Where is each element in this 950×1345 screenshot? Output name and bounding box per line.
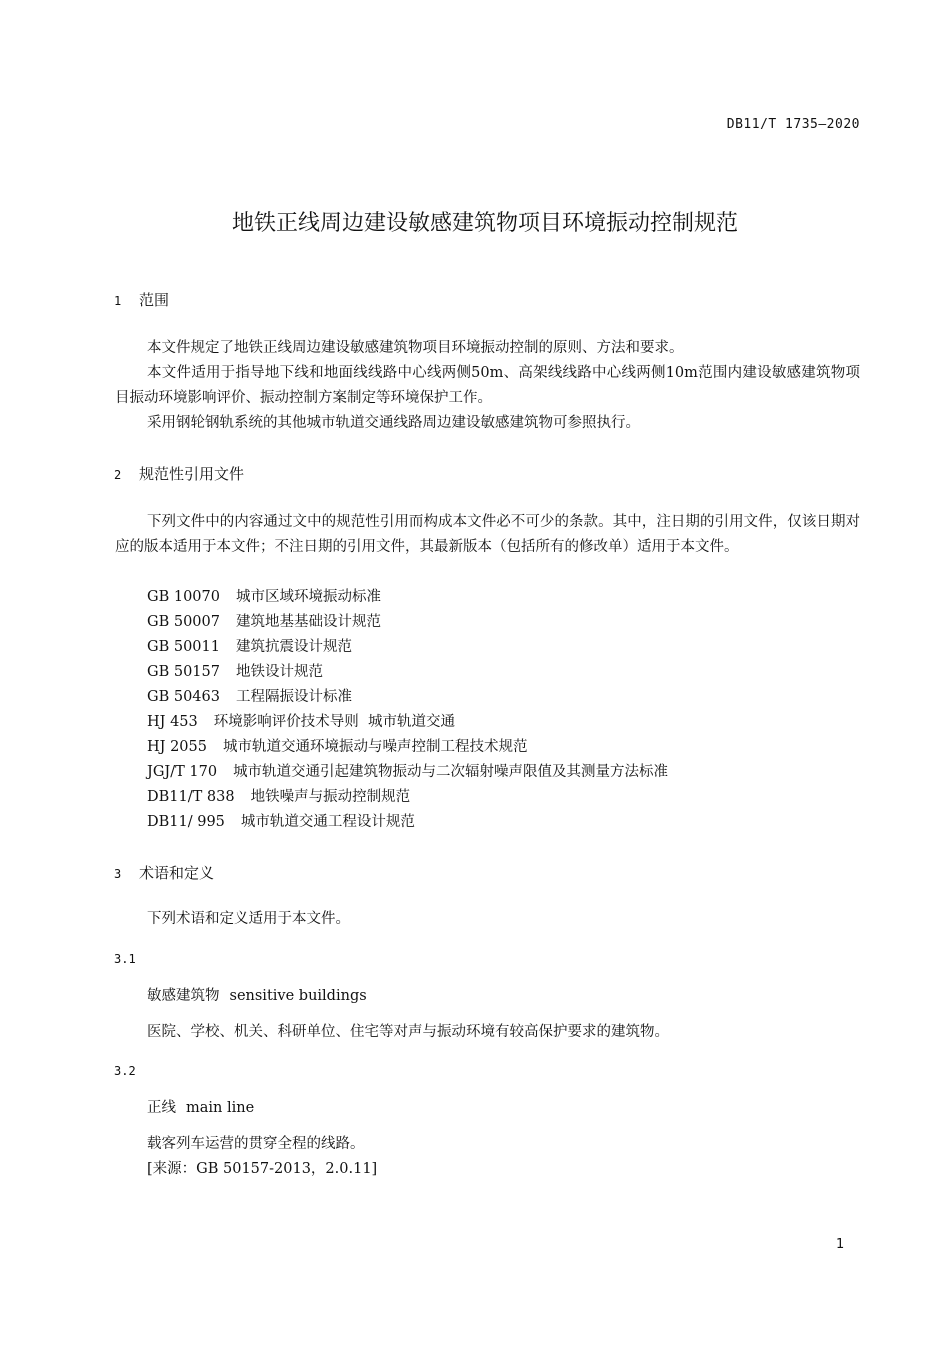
paragraph: 下列术语和定义适用于本文件。 [147,911,350,927]
reference-title: 城市轨道交通引起建筑物振动与二次辐射噪声限值及其测量方法标准 [233,764,669,780]
reference-code: DB11/ 995 [147,814,225,830]
section-title: 规范性引用文件 [139,465,245,483]
term-english: main line [186,1100,255,1116]
term-definition: 医院、学校、机关、科研单位、住宅等对声与振动环境有较高保护要求的建筑物。 [147,1024,669,1040]
term-definition: 载客列车运营的贯穿全程的线路。 [147,1136,365,1152]
paragraph: 下列文件中的内容通过文中的规范性引用而构成本文件必不可少的条款。其中，注日期的引用文件，仅该日期对应的版本适用于本文件；不注日期的引用文件，其最新版本（包括所有的修改单）适用于本文件。 [115,514,860,555]
reference-item [147,685,352,710]
reference-item [147,760,668,785]
section-heading-normative-references [114,463,244,484]
reference-code: HJ 2055 [147,739,207,755]
clause-number: 3.2 [114,1064,136,1078]
reference-title: 城市轨道交通环境振动与噪声控制工程技术规范 [222,739,528,755]
section-title: 范围 [139,291,170,309]
section-number: 3 [114,867,122,881]
section-number: 2 [114,468,122,482]
reference-code: GB 10070 [147,589,220,605]
term-source: [来源：GB 50157-2013，2.0.11] [147,1161,378,1177]
term-entry [147,1096,254,1121]
reference-title: 地铁噪声与振动控制规范 [250,789,411,805]
section-title: 术语和定义 [139,864,215,882]
reference-item [147,585,381,610]
reference-item [147,660,323,685]
paragraph: 本文件规定了地铁正线周边建设敏感建筑物项目环境振动控制的原则、方法和要求。 [147,340,684,356]
term-chinese: 正线 [147,1100,176,1116]
document-code: DB11/T 1735—2020 [726,117,860,132]
paragraph: 采用钢轮钢轨系统的其他城市轨道交通线路周边建设敏感建筑物可参照执行。 [147,415,640,431]
reference-title: 城市轨道交通工程设计规范 [240,814,415,830]
reference-title: 建筑抗震设计规范 [235,639,352,655]
reference-title: 建筑地基基础设计规范 [235,614,381,630]
reference-code: GB 50007 [147,614,220,630]
reference-code: JGJ/T 170 [147,764,218,780]
section-number: 1 [114,294,122,308]
reference-title: 工程隔振设计标准 [235,689,352,705]
reference-item [147,735,527,760]
clause-number: 3.1 [114,952,136,966]
reference-title: 环境影响评价技术导则 城市轨道交通 [213,714,455,730]
paragraph: 本文件适用于指导地下线和地面线线路中心线两侧50m、高架线线路中心线两侧10m范围内建设敏感建筑物项目振动环境影响评价、振动控制方案制定等环境保护工作。 [115,365,860,406]
term-entry [147,984,367,1009]
reference-item [147,810,415,835]
reference-code: GB 50157 [147,664,220,680]
term-chinese: 敏感建筑物 [147,988,220,1004]
page-number: 1 [836,1237,845,1252]
reference-code: DB11/T 838 [147,789,235,805]
reference-title: 城市区域环境振动标准 [235,589,381,605]
document-title: 地铁正线周边建设敏感建筑物项目环境振动控制规范 [231,211,738,236]
reference-title: 地铁设计规范 [235,664,323,680]
reference-item [147,635,352,660]
term-english: sensitive buildings [229,988,367,1004]
reference-item [147,785,410,810]
section-heading-terms-and-definitions [114,862,214,883]
reference-item [147,610,381,635]
reference-code: HJ 453 [147,714,198,730]
reference-code: GB 50463 [147,689,220,705]
section-heading-scope [114,289,169,310]
reference-code: GB 50011 [147,639,220,655]
reference-item [147,710,455,735]
